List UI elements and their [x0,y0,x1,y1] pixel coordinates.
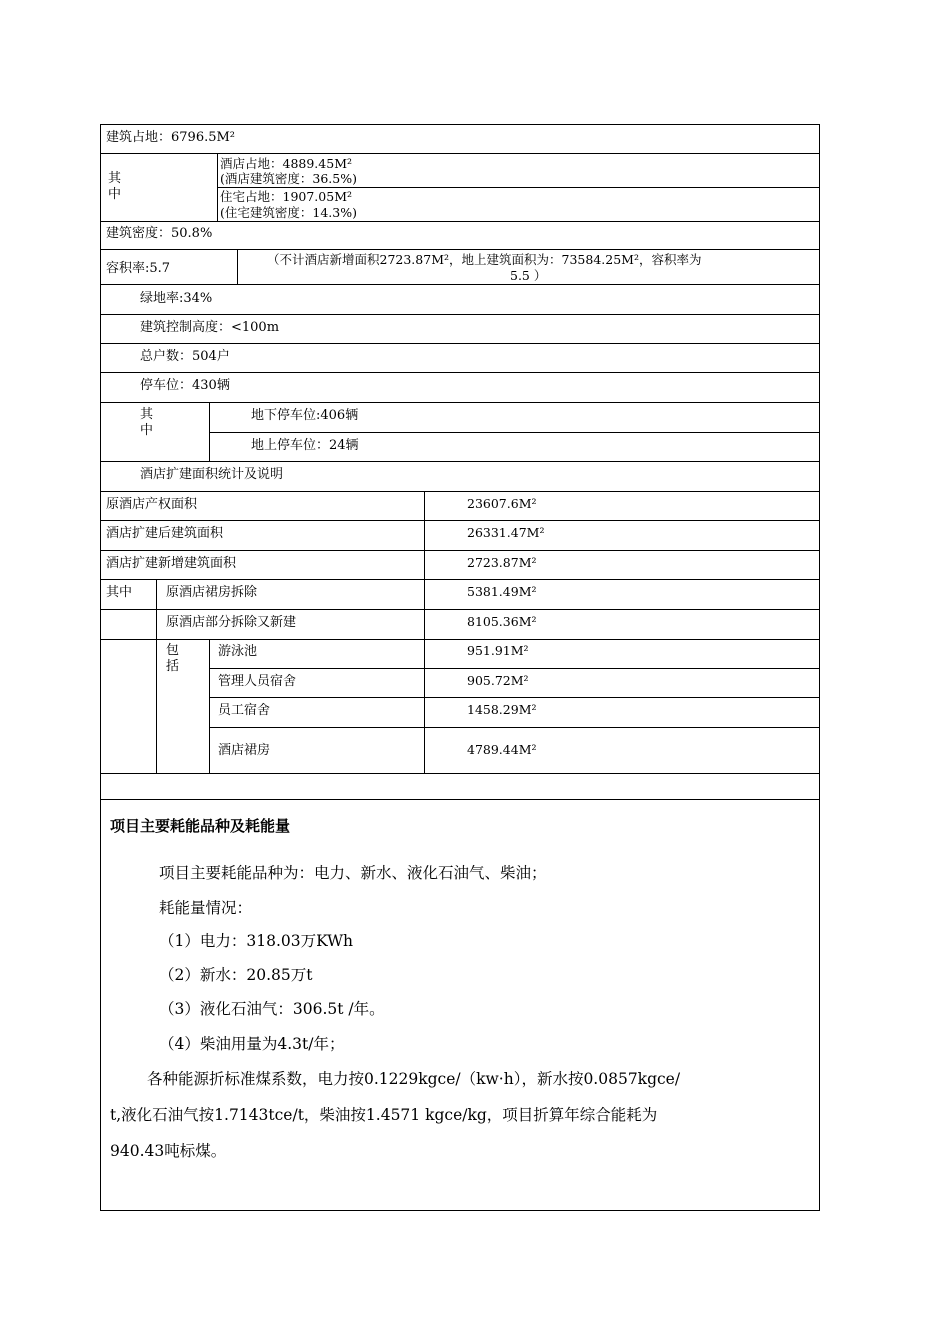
row-divider [101,343,819,344]
row-divider [217,187,819,188]
area-label: 酒店裙房 [218,743,271,758]
height-control: 建筑控制高度：<100m [140,320,280,335]
area-label: 酒店扩建后建筑面积 [106,526,224,541]
row-divider [101,221,819,222]
green-ratio: 绿地率:34% [140,291,213,306]
column-divider [424,491,425,773]
energy-heading: 项目主要耗能品种及耗能量 [110,817,291,835]
floor-area-ratio-note: 5.5 ） [510,268,547,283]
hotel-density: (酒店建筑密度：36.5%) [220,171,357,186]
building-footprint: 建筑占地：6796.5M² [106,130,236,145]
households: 总户数：504户 [140,349,230,364]
row-divider [101,609,819,610]
area-label: 原酒店产权面积 [106,497,198,512]
coefficient-text: t,液化石油气按1.7143tce/t，柴油按1.4571 kgce/kg，项目折算年综合能耗为 [110,1106,658,1124]
row-divider [209,432,819,433]
column-divider [156,579,157,773]
area-label: 管理人员宿舍 [218,674,297,689]
area-value: 905.72M² [467,673,529,688]
underground-parking: 地下停车位:406辆 [251,408,359,423]
area-label: 员工宿舍 [218,703,271,718]
area-value: 23607.6M² [467,496,537,511]
row-divider [101,249,819,250]
qizhong-label: 其 [108,171,122,186]
ground-parking: 地上停车位：24辆 [251,438,359,453]
area-value: 4789.44M² [467,742,537,757]
area-value: 2723.87M² [467,555,537,570]
area-label: 原酒店部分拆除又新建 [166,615,297,630]
column-divider [237,249,238,284]
qizhong-label: 中 [140,423,154,438]
baokuo-label: 包 [166,643,180,658]
area-value: 26331.47M² [467,525,545,540]
row-divider [101,773,819,774]
area-label: 游泳池 [218,644,258,659]
baokuo-label: 括 [166,659,180,674]
row-divider [101,520,819,521]
row-divider [101,491,819,492]
row-divider [101,153,819,154]
row-divider [101,284,819,285]
row-divider [209,727,819,728]
row-divider [101,314,819,315]
floor-area-ratio-note: （不计酒店新增面积2723.87M²，地上建筑面积为：73584.25M²，容积率为 [267,252,702,267]
residential-footprint: 住宅占地：1907.05M² [220,189,353,204]
energy-item: （1）电力：318.03万KWh [159,932,354,950]
energy-types: 项目主要耗能品种为：电力、新水、液化石油气、柴油； [159,864,547,882]
coefficient-text: 940.43吨标煤。 [110,1142,227,1160]
area-value: 1458.29M² [467,702,537,717]
floor-area-ratio: 容积率:5.7 [106,261,171,276]
document-form [100,124,820,1211]
row-divider [101,372,819,373]
area-value: 5381.49M² [467,584,537,599]
column-divider [209,402,210,461]
area-value: 951.91M² [467,643,529,658]
energy-item: （2）新水：20.85万t [159,966,313,984]
row-divider [209,697,819,698]
row-divider [101,550,819,551]
row-divider [101,799,819,800]
building-density: 建筑密度：50.8% [106,226,213,241]
energy-usage-title: 耗能量情况： [159,899,253,917]
parking-total: 停车位：430辆 [140,378,230,393]
area-label: 酒店扩建新增建筑面积 [106,556,237,571]
row-divider [101,579,819,580]
expansion-title: 酒店扩建面积统计及说明 [140,467,284,482]
area-label: 原酒店裙房拆除 [166,585,258,600]
energy-item: （4）柴油用量为4.3t/年； [159,1035,345,1053]
coefficient-text: 各种能源折标准煤系数，电力按0.1229kgce/（kw·h），新水按0.0857kgce/ [147,1070,681,1088]
residential-density: (住宅建筑密度：14.3%) [220,205,357,220]
energy-item: （3）液化石油气：306.5t /年。 [159,1000,385,1018]
area-value: 8105.36M² [467,614,537,629]
qizhong-label: 中 [108,187,122,202]
qizhong-label: 其 [140,407,154,422]
hotel-footprint: 酒店占地：4889.45M² [220,156,353,171]
column-divider [209,639,210,773]
column-divider [217,153,218,221]
row-divider [101,461,819,462]
row-divider [209,668,819,669]
qizhong-label: 其中 [106,585,133,600]
